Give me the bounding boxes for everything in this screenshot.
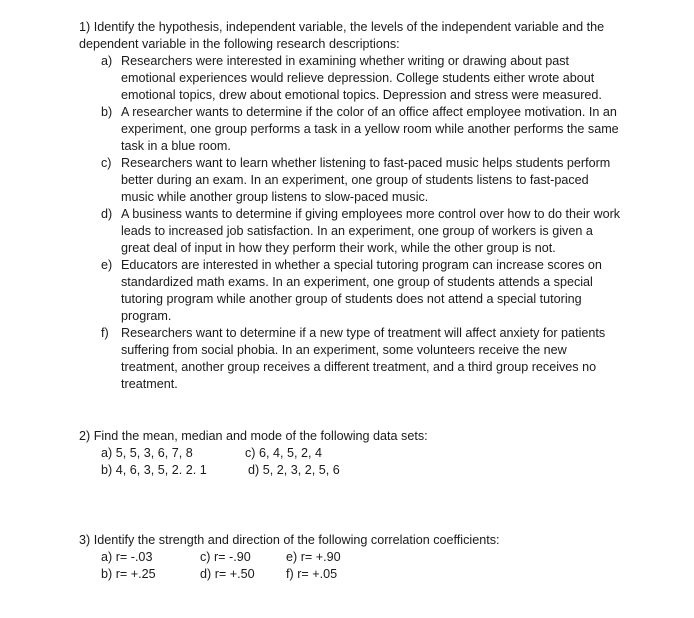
question-2 [79,428,639,479]
coefficient-d: d) r= +.50 [200,567,255,581]
coefficient-a: a) r= -.03 [101,550,153,564]
coefficient-row [79,549,639,566]
coefficient-b: b) r= +.25 [101,567,156,581]
question-1-item-d [79,206,639,257]
question-1-item-a [79,53,639,104]
question-1 [79,19,639,393]
item-text: Researchers want to determine if a new type of treatment will affect anxiety for patients suffering from social phobia. In an experiment, some volunteers receive the new treatment, another group receives a different treatment, and a third group receives no treatment. [121,326,606,391]
item-label: c) [101,156,112,170]
data-set-row [79,462,639,479]
data-set-b: b) 4, 6, 3, 5, 2. 2. 1 [101,463,207,477]
question-3-prompt: 3) Identify the strength and direction of the following correlation coefficients: [79,533,500,547]
item-label: f) [101,326,109,340]
question-3 [79,532,639,583]
item-text: A business wants to determine if giving employees more control over how to do their work leads to increased job satisfaction. In an experiment, one group of workers is given a great deal of input in how they perform their work, while the other group is not. [121,207,621,255]
question-1-item-e [79,257,639,325]
data-set-d: d) 5, 2, 3, 2, 5, 6 [248,463,340,477]
item-text: Researchers were interested in examining whether writing or drawing about past emotional experiences would relieve depression. College students either wrote about emotional topics, drew about emotional topics. Depression and stress were measured. [121,54,602,102]
item-label: b) [101,105,113,119]
item-label: d) [101,207,113,221]
data-set-a: a) 5, 5, 3, 6, 7, 8 [101,446,193,460]
data-set-row [79,445,639,462]
item-text: Educators are interested in whether a special tutoring program can increase scores on standardized math exams. In an experiment, one group of students attends a special tutoring program while another group of students does not attend a special tutoring program. [121,258,602,323]
item-label: e) [101,258,113,272]
coefficient-f: f) r= +.05 [286,567,338,581]
question-1-item-c [79,155,639,206]
item-label: a) [101,54,113,68]
data-set-c: c) 6, 4, 5, 2, 4 [245,446,323,460]
item-text: A researcher wants to determine if the color of an office affect employee motivation. In an experiment, one group performs a task in a yellow room while another performs the same task in a blue room. [121,105,619,153]
question-1-prompt: 1) Identify the hypothesis, independent variable, the levels of the independent variable and the dependent variable in the following research descriptions: [79,20,605,51]
item-text: Researchers want to learn whether listening to fast-paced music helps students perform better during an exam. In an experiment, one group of students listens to fast-paced music while another group listens to slow-paced music. [121,156,611,204]
question-2-prompt: 2) Find the mean, median and mode of the following data sets: [79,429,428,443]
question-1-item-b [79,104,639,155]
coefficient-c: c) r= -.90 [200,550,251,564]
question-1-item-f [79,325,639,393]
coefficient-row [79,566,639,583]
coefficient-e: e) r= +.90 [286,550,341,564]
